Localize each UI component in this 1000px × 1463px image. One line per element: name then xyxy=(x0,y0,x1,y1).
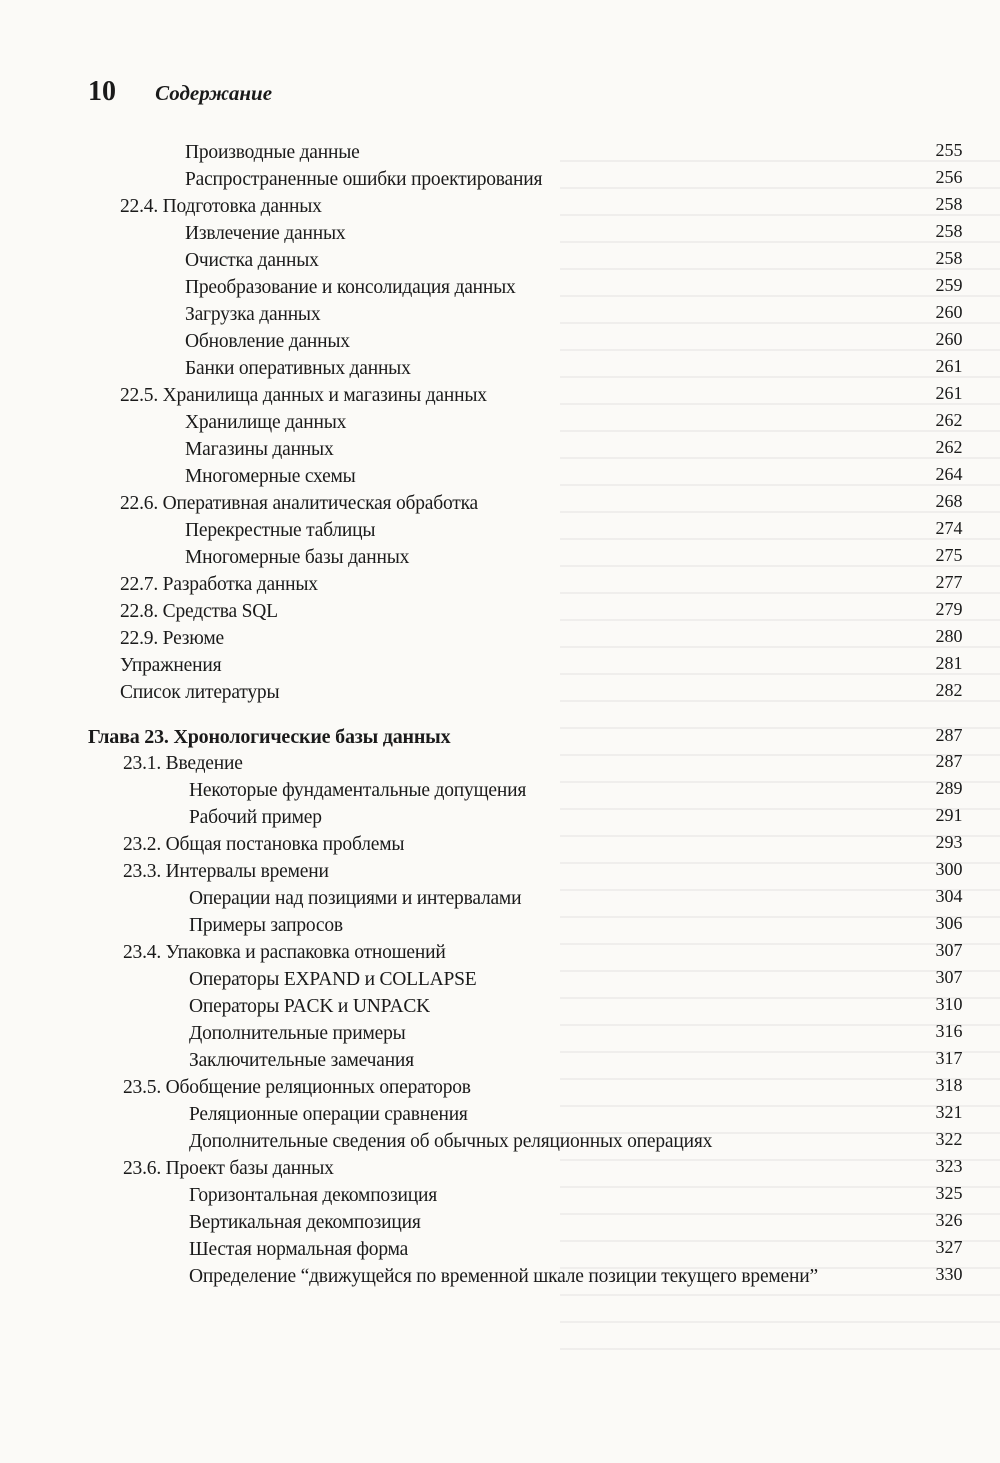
toc-entry-page: 262 xyxy=(935,410,963,430)
toc-entry-title: Реляционные операции сравнения xyxy=(189,1104,468,1125)
toc-entry xyxy=(0,834,1000,861)
toc-entry xyxy=(0,223,1000,250)
toc-entry-title: Некоторые фундаментальные допущения xyxy=(189,780,527,801)
toc-entry-title: Рабочий пример xyxy=(189,807,322,828)
toc-entry xyxy=(0,1212,1000,1239)
toc-entry-page: 258 xyxy=(935,248,963,268)
toc-entry-title: Распространенные ошибки проектирования xyxy=(185,169,543,190)
toc-entry-title: Многомерные схемы xyxy=(185,466,356,487)
toc-entry-title: 22.7. Разработка данных xyxy=(120,574,318,595)
toc-entry xyxy=(0,1077,1000,1104)
toc-entry-page: 321 xyxy=(935,1102,963,1122)
toc-entry-title: Преобразование и консолидация данных xyxy=(185,277,516,298)
toc-entry-title: Шестая нормальная форма xyxy=(189,1239,409,1260)
table-of-contents xyxy=(0,142,1000,1293)
toc-entry-title: 23.3. Интервалы времени xyxy=(123,861,329,882)
toc-entry-title: Операторы EXPAND и COLLAPSE xyxy=(189,969,477,990)
toc-entry-title: Многомерные базы данных xyxy=(185,547,410,568)
toc-entry-title: Обновление данных xyxy=(185,331,350,352)
toc-entry-title: 22.8. Средства SQL xyxy=(120,601,278,622)
toc-entry-page: 310 xyxy=(935,994,963,1014)
toc-entry-title: 23.1. Введение xyxy=(123,753,243,774)
toc-entry-page: 261 xyxy=(935,356,963,376)
toc-entry-title: Извлечение данных xyxy=(185,223,346,244)
toc-entry-title: 23.4. Упаковка и распаковка отношений xyxy=(123,942,446,963)
toc-entry-title: 22.5. Хранилища данных и магазины данных xyxy=(120,385,487,406)
toc-entry-title: Магазины данных xyxy=(185,439,334,460)
toc-entry-page: 330 xyxy=(935,1264,963,1284)
toc-entry xyxy=(0,888,1000,915)
toc-entry xyxy=(0,277,1000,304)
toc-entry xyxy=(0,628,1000,655)
toc-entry-page: 261 xyxy=(935,383,963,403)
toc-entry xyxy=(0,1239,1000,1266)
toc-entry xyxy=(0,331,1000,358)
toc-entry xyxy=(0,915,1000,942)
toc-entry xyxy=(0,682,1000,709)
toc-entry-title: Загрузка данных xyxy=(185,304,321,325)
toc-entry-page: 282 xyxy=(935,680,963,700)
toc-entry xyxy=(0,169,1000,196)
toc-entry-page: 325 xyxy=(935,1183,963,1203)
toc-entry xyxy=(0,520,1000,547)
toc-entry-title: 22.6. Оперативная аналитическая обработка xyxy=(120,493,479,514)
toc-entry xyxy=(0,780,1000,807)
toc-entry-title: Список литературы xyxy=(120,682,280,703)
toc-entry-title: Производные данные xyxy=(185,142,360,163)
toc-entry-page: 255 xyxy=(935,140,963,160)
toc-entry-title: Дополнительные примеры xyxy=(189,1023,406,1044)
toc-entry xyxy=(0,304,1000,331)
toc-entry-page: 291 xyxy=(935,805,963,825)
toc-entry xyxy=(0,412,1000,439)
toc-entry xyxy=(0,358,1000,385)
toc-entry-page: 262 xyxy=(935,437,963,457)
toc-entry-title: Заключительные замечания xyxy=(189,1050,414,1071)
toc-entry-title: 23.2. Общая постановка проблемы xyxy=(123,834,405,855)
toc-entry-page: 280 xyxy=(935,626,963,646)
toc-entry-title: Хранилище данных xyxy=(185,412,347,433)
page-header xyxy=(88,76,272,108)
toc-entry-page: 289 xyxy=(935,778,963,798)
toc-entry xyxy=(0,1266,1000,1293)
toc-entry-page: 318 xyxy=(935,1075,963,1095)
toc-entry xyxy=(0,196,1000,223)
toc-entry-title: 23.5. Обобщение реляционных операторов xyxy=(123,1077,471,1098)
toc-entry-page: 260 xyxy=(935,302,963,322)
toc-entry-title: Примеры запросов xyxy=(189,915,343,936)
toc-entry xyxy=(0,969,1000,996)
toc-entry-page: 274 xyxy=(935,518,963,538)
toc-entry-page: 287 xyxy=(935,751,963,771)
toc-entry-page: 277 xyxy=(935,572,963,592)
toc-entry-title: Перекрестные таблицы xyxy=(185,520,376,541)
toc-entry-page: 293 xyxy=(935,832,963,852)
toc-entry-page: 316 xyxy=(935,1021,963,1041)
toc-entry-title: Операторы PACK и UNPACK xyxy=(189,996,431,1017)
chapter-title: Глава 23. Хронологические базы данных xyxy=(88,726,451,748)
toc-entry xyxy=(0,861,1000,888)
toc-entry-page: 258 xyxy=(935,221,963,241)
toc-entry xyxy=(0,1104,1000,1131)
toc-entry xyxy=(0,601,1000,628)
toc-entry-page: 307 xyxy=(935,940,963,960)
toc-entry-title: 22.4. Подготовка данных xyxy=(120,196,322,217)
toc-entry-page: 268 xyxy=(935,491,963,511)
toc-entry-title: Вертикальная декомпозиция xyxy=(189,1212,421,1233)
toc-entry xyxy=(0,996,1000,1023)
toc-entry xyxy=(0,439,1000,466)
toc-entry xyxy=(0,547,1000,574)
chapter-heading xyxy=(0,709,1000,753)
toc-entry-title: Операции над позициями и интервалами xyxy=(189,888,522,909)
toc-entry-page: 307 xyxy=(935,967,963,987)
toc-entry xyxy=(0,1158,1000,1185)
toc-entry-page: 264 xyxy=(935,464,963,484)
toc-entry-page: 279 xyxy=(935,599,963,619)
toc-entry xyxy=(0,1185,1000,1212)
toc-entry-page: 275 xyxy=(935,545,963,565)
toc-entry-page: 306 xyxy=(935,913,963,933)
toc-entry-title: Дополнительные сведения об обычных реляционных операциях xyxy=(189,1131,713,1152)
toc-entry-title: 23.6. Проект базы данных xyxy=(123,1158,334,1179)
toc-entry-title: Определение “движущейся по временной шкале позиции текущего времени” xyxy=(189,1266,818,1287)
toc-entry xyxy=(0,466,1000,493)
toc-entry-title: Банки оперативных данных xyxy=(185,358,411,379)
toc-entry-page: 256 xyxy=(935,167,963,187)
toc-entry xyxy=(0,655,1000,682)
toc-entry-page: 322 xyxy=(935,1129,963,1149)
toc-entry-page: 304 xyxy=(935,886,963,906)
toc-entry-title: Горизонтальная декомпозиция xyxy=(189,1185,437,1206)
toc-entry xyxy=(0,250,1000,277)
toc-entry-title: 22.9. Резюме xyxy=(120,628,224,649)
toc-entry xyxy=(0,1050,1000,1077)
toc-entry xyxy=(0,942,1000,969)
toc-entry-page: 326 xyxy=(935,1210,963,1230)
toc-entry xyxy=(0,1131,1000,1158)
toc-entry xyxy=(0,807,1000,834)
toc-entry xyxy=(0,574,1000,601)
toc-entry xyxy=(0,1023,1000,1050)
toc-entry-page: 260 xyxy=(935,329,963,349)
toc-entry-page: 300 xyxy=(935,859,963,879)
running-title: Содержание xyxy=(155,81,273,105)
toc-entry-page: 323 xyxy=(935,1156,963,1176)
toc-entry-page: 258 xyxy=(935,194,963,214)
toc-entry xyxy=(0,753,1000,780)
toc-entry-title: Очистка данных xyxy=(185,250,319,271)
toc-entry-page: 327 xyxy=(935,1237,963,1257)
toc-entry xyxy=(0,493,1000,520)
chapter-page: 287 xyxy=(935,725,963,745)
toc-entry xyxy=(0,142,1000,169)
toc-entry-title: Упражнения xyxy=(120,655,222,676)
toc-entry xyxy=(0,385,1000,412)
toc-entry-page: 317 xyxy=(935,1048,963,1068)
toc-entry-page: 259 xyxy=(935,275,963,295)
toc-entry-page: 281 xyxy=(935,653,963,673)
page-number: 10 xyxy=(88,76,116,107)
